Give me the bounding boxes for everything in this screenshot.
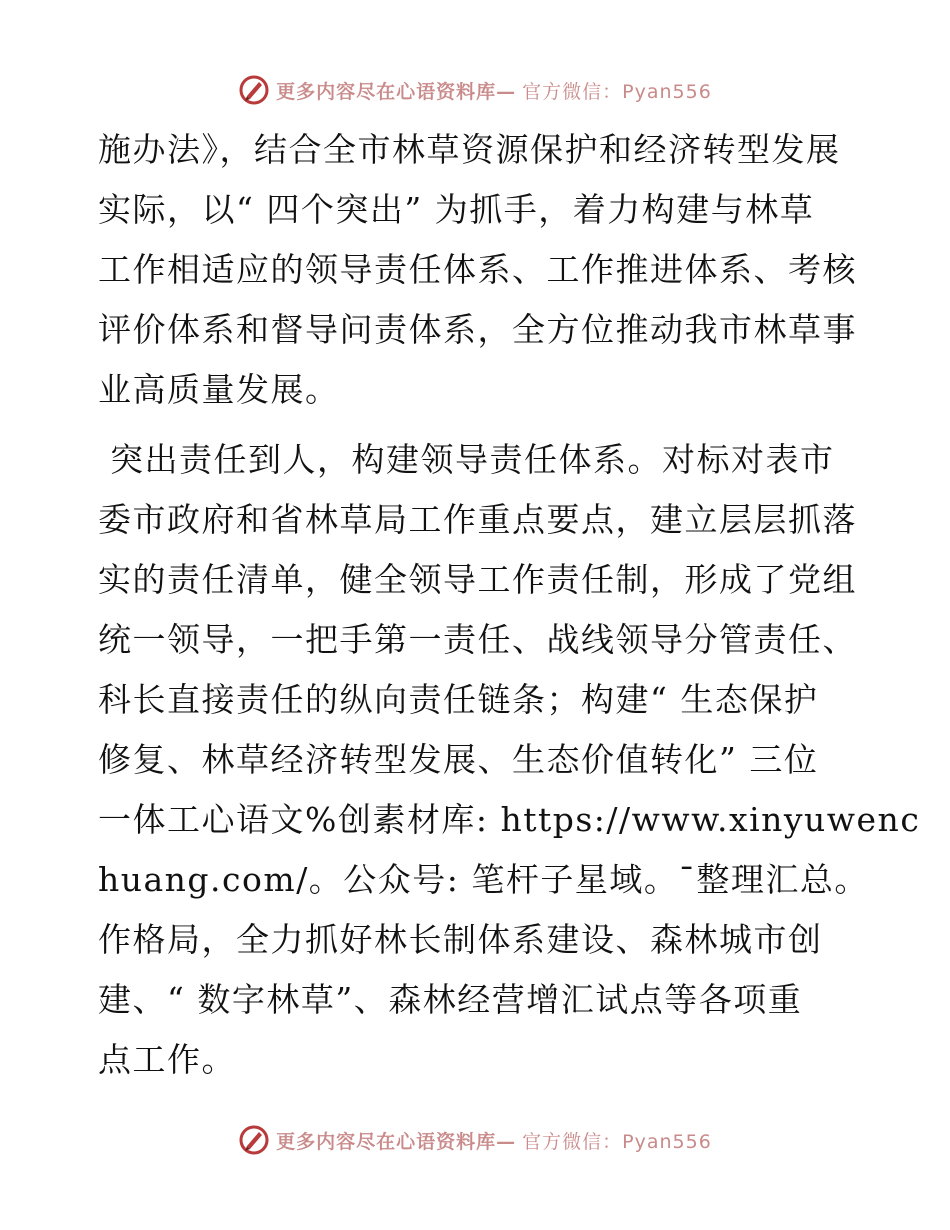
header-watermark — [0, 70, 950, 110]
banner-sub-text: 官方微信：Pyan556 — [522, 1130, 712, 1153]
text-line: 施办法》，结合全市林草资源保护和经济转型发展 — [98, 130, 841, 169]
text-line: 作格局，全力抓好林长制体系建设、森林城市创 — [98, 920, 823, 959]
pen-logo-icon — [238, 74, 270, 106]
banner-sub-text: 官方微信：Pyan556 — [522, 80, 712, 103]
text-line: 业高质量发展。 — [98, 370, 340, 409]
paragraph-2 — [98, 430, 921, 1090]
text-line: 科长直接责任的纵向责任链条；构建“ 生态保护 — [98, 680, 819, 719]
footer-watermark — [0, 1120, 950, 1160]
text-line: 实的责任清单，健全领导工作责任制，形成了党组 — [98, 560, 857, 599]
text-line: 点工作。 — [98, 1040, 236, 1079]
pen-logo-icon — [238, 1124, 270, 1156]
text-line: 一体工心语文%创素材库: https://www.xinyuwenc — [98, 800, 921, 839]
text-line: huang.com/。公众号: 笔杆子星域。¯整理汇总。 — [98, 860, 869, 899]
text-line: 委市政府和省林草局工作重点要点，建立层层抓落 — [98, 500, 857, 539]
banner-main-text: 更多内容尽在心语资料库— — [276, 80, 517, 103]
text-line: 评价体系和督导问责体系，全方位推动我市林草事 — [98, 310, 857, 349]
text-line: 突出责任到人，构建领导责任体系。对标对表市 — [98, 440, 835, 479]
text-line: 修复、林草经济转型发展、生态价值转化” 三位 — [98, 740, 819, 779]
paragraph-1 — [98, 120, 858, 420]
text-line: 统一领导，一把手第一责任、战线领导分管责任、 — [98, 620, 857, 659]
text-line: 建、“ 数字林草”、森林经营增汇试点等各项重 — [98, 980, 803, 1019]
text-line: 工作相适应的领导责任体系、工作推进体系、考核 — [98, 250, 857, 289]
document-body — [98, 120, 921, 1090]
text-line: 实际，以“ 四个突出” 为抓手，着力构建与林草 — [98, 190, 815, 229]
banner-main-text: 更多内容尽在心语资料库— — [276, 1130, 517, 1153]
